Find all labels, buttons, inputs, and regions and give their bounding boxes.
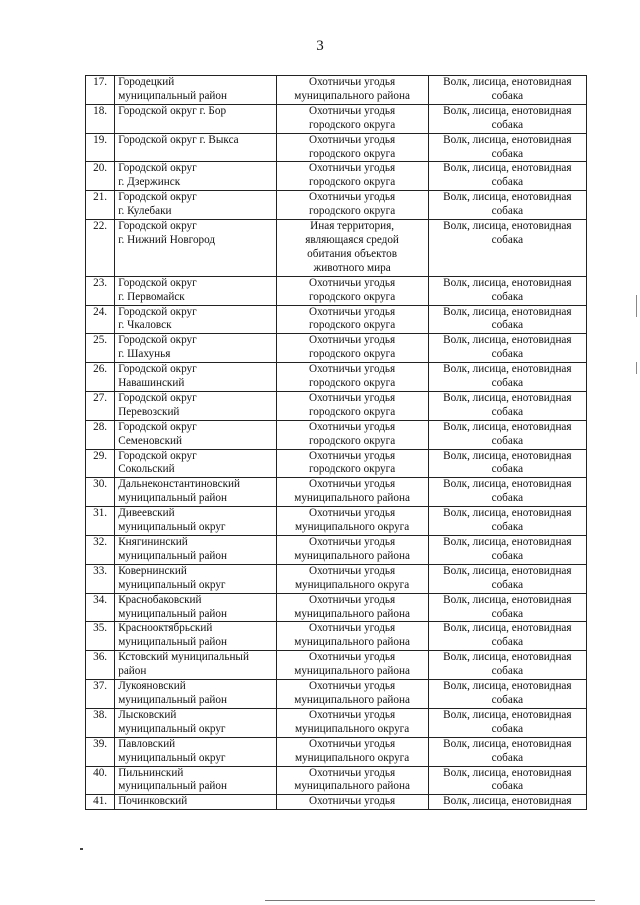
row-number-cell: 35. [86,622,115,651]
row-number-cell: 33. [86,564,115,593]
hunting-land-cell: Охотничьи угодья муниципального района [276,680,428,709]
table-row [86,220,587,277]
municipality-cell: Городской округ г. Шахунья [115,334,276,363]
page-number: 3 [316,38,324,54]
municipality-cell: Краснооктябрьский муниципальный район [115,622,276,651]
municipality-cell: Городецкий муниципальный район [115,76,276,105]
table-row [86,449,587,478]
hunting-land-cell: Охотничьи угодья городского округа [276,305,428,334]
animal-species-cell: Волк, лисица, енотовидная собака [428,76,586,105]
municipality-cell: Лукояновский муниципальный район [115,680,276,709]
municipality-cell: Пильнинский муниципальный район [115,766,276,795]
row-number-cell: 29. [86,449,115,478]
row-number-cell: 20. [86,162,115,191]
table-row [86,507,587,536]
animal-species-cell: Волк, лисица, енотовидная собака [428,564,586,593]
row-number-cell: 36. [86,651,115,680]
municipality-cell: Городской округ г. Чкаловск [115,305,276,334]
scan-bottom-line [265,900,595,901]
hunting-land-cell: Охотничьи угодья муниципального округа [276,737,428,766]
hunting-land-cell: Охотничьи угодья городского округа [276,276,428,305]
row-number-cell: 41. [86,795,115,810]
table-row [86,76,587,105]
hunting-land-cell: Охотничьи угодья муниципального округа [276,708,428,737]
table-row [86,162,587,191]
animal-species-cell: Волк, лисица, енотовидная собака [428,593,586,622]
municipality-cell: Починковский [115,795,276,810]
animal-species-cell: Волк, лисица, енотовидная собака [428,478,586,507]
row-number-cell: 38. [86,708,115,737]
table-row [86,622,587,651]
municipality-cell: Городской округ г. Нижний Новгород [115,220,276,277]
row-number-cell: 19. [86,133,115,162]
animal-species-cell: Волк, лисица, енотовидная [428,795,586,810]
table-body [86,76,587,810]
row-number-cell: 26. [86,363,115,392]
hunting-land-cell: Охотничьи угодья [276,795,428,810]
table-row [86,104,587,133]
animal-species-cell: Волк, лисица, енотовидная собака [428,334,586,363]
hunting-land-cell: Охотничьи угодья муниципального района [276,622,428,651]
municipality-cell: Краснобаковский муниципальный район [115,593,276,622]
municipality-cell: Городской округ г. Первомайск [115,276,276,305]
table-row [86,363,587,392]
scan-margin-mark [636,362,637,374]
animal-species-cell: Волк, лисица, енотовидная собака [428,220,586,277]
row-number-cell: 22. [86,220,115,277]
table-row [86,305,587,334]
table-row [86,391,587,420]
table-row [86,478,587,507]
municipality-cell: Дальнеконстантиновский муниципальный район [115,478,276,507]
row-number-cell: 18. [86,104,115,133]
municipality-cell: Дивеевский муниципальный округ [115,507,276,536]
row-number-cell: 17. [86,76,115,105]
municipality-cell: Городской округ Перевозский [115,391,276,420]
hunting-land-cell: Охотничьи угодья муниципального округа [276,507,428,536]
animal-species-cell: Волк, лисица, енотовидная собака [428,305,586,334]
hunting-land-cell: Охотничьи угодья городского округа [276,104,428,133]
municipality-cell: Городской округ Навашинский [115,363,276,392]
row-number-cell: 37. [86,680,115,709]
table-row [86,334,587,363]
row-number-cell: 21. [86,191,115,220]
animal-species-cell: Волк, лисица, енотовидная собака [428,363,586,392]
row-number-cell: 31. [86,507,115,536]
row-number-cell: 40. [86,766,115,795]
municipality-cell: Городской округ г. Кулебаки [115,191,276,220]
hunting-land-cell: Охотничьи угодья городского округа [276,162,428,191]
municipality-cell: Кстовский муниципальный район [115,651,276,680]
table-row [86,133,587,162]
species-table [85,75,587,810]
hunting-land-cell: Охотничьи угодья городского округа [276,363,428,392]
hunting-land-cell: Охотничьи угодья муниципального района [276,593,428,622]
municipality-cell: Городской округ г. Выкса [115,133,276,162]
table-row [86,680,587,709]
table-row [86,536,587,565]
hunting-land-cell: Охотничьи угодья муниципального района [276,766,428,795]
hunting-land-cell: Охотничьи угодья городского округа [276,420,428,449]
row-number-cell: 32. [86,536,115,565]
municipality-cell: Лысковский муниципальный округ [115,708,276,737]
animal-species-cell: Волк, лисица, енотовидная собака [428,420,586,449]
animal-species-cell: Волк, лисица, енотовидная собака [428,651,586,680]
municipality-cell: Павловский муниципальный округ [115,737,276,766]
municipality-cell: Ковернинский муниципальный округ [115,564,276,593]
municipality-cell: Княгининский муниципальный район [115,536,276,565]
hunting-land-cell: Иная территория, являющаяся средой обитания объектов животного мира [276,220,428,277]
row-number-cell: 39. [86,737,115,766]
animal-species-cell: Волк, лисица, енотовидная собака [428,191,586,220]
animal-species-cell: Волк, лисица, енотовидная собака [428,622,586,651]
table-row [86,708,587,737]
table-row [86,564,587,593]
hunting-land-cell: Охотничьи угодья муниципального округа [276,564,428,593]
table-row [86,420,587,449]
scan-margin-mark [636,295,637,317]
hunting-land-cell: Охотничьи угодья муниципального района [276,651,428,680]
row-number-cell: 24. [86,305,115,334]
row-number-cell: 34. [86,593,115,622]
municipality-cell: Городской округ Семеновский [115,420,276,449]
animal-species-cell: Волк, лисица, енотовидная собака [428,162,586,191]
animal-species-cell: Волк, лисица, енотовидная собака [428,391,586,420]
animal-species-cell: Волк, лисица, енотовидная собака [428,449,586,478]
row-number-cell: 28. [86,420,115,449]
table-row [86,795,587,810]
hunting-land-cell: Охотничьи угодья городского округа [276,334,428,363]
animal-species-cell: Волк, лисица, енотовидная собака [428,680,586,709]
table-row [86,276,587,305]
animal-species-cell: Волк, лисица, енотовидная собака [428,507,586,536]
table-row [86,593,587,622]
table-row [86,737,587,766]
animal-species-cell: Волк, лисица, енотовидная собака [428,536,586,565]
animal-species-cell: Волк, лисица, енотовидная собака [428,133,586,162]
animal-species-cell: Волк, лисица, енотовидная собака [428,276,586,305]
animal-species-cell: Волк, лисица, енотовидная собака [428,737,586,766]
row-number-cell: 25. [86,334,115,363]
hunting-land-cell: Охотничьи угодья городского округа [276,449,428,478]
table-row [86,766,587,795]
animal-species-cell: Волк, лисица, енотовидная собака [428,708,586,737]
municipality-cell: Городской округ г. Бор [115,104,276,133]
animal-species-cell: Волк, лисица, енотовидная собака [428,766,586,795]
hunting-land-cell: Охотничьи угодья муниципального района [276,76,428,105]
municipality-cell: Городской округ г. Дзержинск [115,162,276,191]
row-number-cell: 23. [86,276,115,305]
table-row [86,191,587,220]
hunting-land-cell: Охотничьи угодья муниципального района [276,478,428,507]
municipality-cell: Городской округ Сокольский [115,449,276,478]
hunting-land-cell: Охотничьи угодья городского округа [276,391,428,420]
hunting-land-cell: Охотничьи угодья городского округа [276,133,428,162]
scan-dot [80,848,83,850]
hunting-land-cell: Охотничьи угодья муниципального района [276,536,428,565]
animal-species-cell: Волк, лисица, енотовидная собака [428,104,586,133]
table-row [86,651,587,680]
hunting-land-cell: Охотничьи угодья городского округа [276,191,428,220]
row-number-cell: 30. [86,478,115,507]
row-number-cell: 27. [86,391,115,420]
